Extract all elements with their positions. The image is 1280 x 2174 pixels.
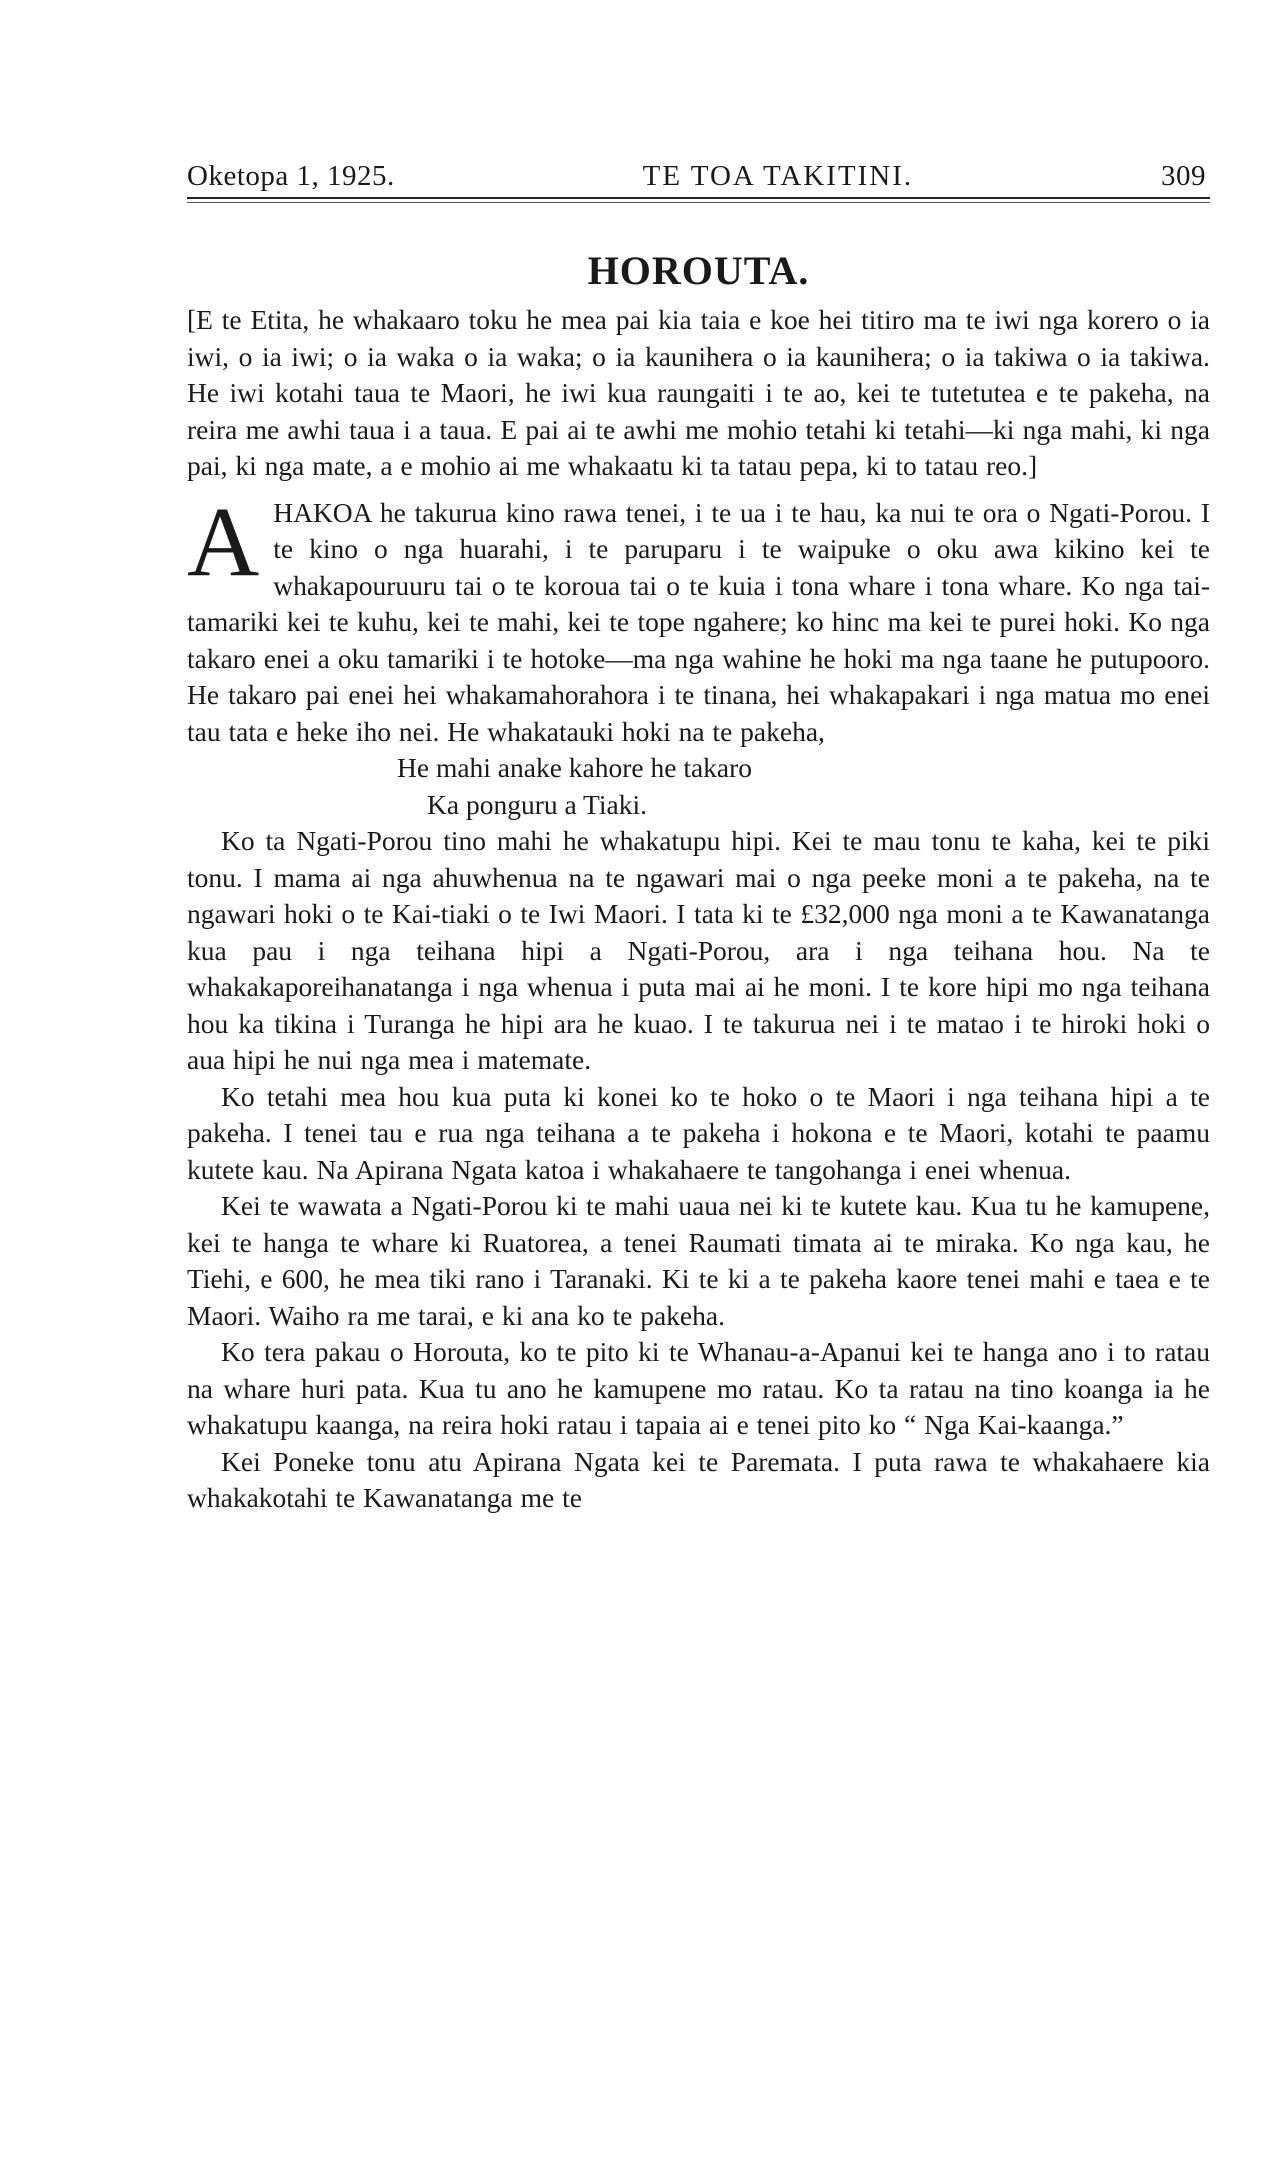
- running-head: [187, 160, 1210, 195]
- lead-text: HAKOA he takurua kino rawa tenei, i te ua i te hau, ka nui te ora o Ngati-Porou. I te kino o nga huarahi, i te paruparu i te waipuke o oku awa kikino kei te whakapouruuru tai o te koroua tai o te kuia i tona whare i tona whare. Ko nga tai-tamariki kei te kuhu, kei te mahi, kei te tope ngahere; ko hinc ma kei te purei hoki. Ko nga takaro enei a oku tamariki i te hotoke—ma nga wahine he hoki ma nga taane he putupooro. He takaro pai enei hei whakamahorahora i te tinana, hei whakapakari i nga matua mo enei tau tata e heke iho nei. He whakatauki hoki na te pakeha,: [187, 496, 1210, 747]
- drop-cap: A: [187, 485, 260, 597]
- paragraph-station-purchase: Ko tetahi mea hou kua puta ki konei ko te hoko o te Maori i nga teihana hipi a te pakeha. I tenei tau e rua nga teihana a te pakeha i hokona e te Maori, kotahi te paamu kutete kau. Na Apirana Ngata katoa i whakahaere te tangohanga i enei whenua.: [187, 1080, 1210, 1185]
- header-rule: [187, 197, 1210, 203]
- publication-title: TE TOA TAKITINI.: [642, 160, 914, 192]
- issue-date: Oketopa 1, 1925.: [187, 160, 395, 192]
- paragraph-dairy: Kei te wawata a Ngati-Porou ki te mahi uaua nei ki te kutete kau. Kua tu he kamupene, kei te hanga te whare ki Ruatorea, a tenei Raumati timata ai te miraka. Ko nga kau, he Tiehi, e 600, he mea tiki rano i Taranaki. Ki te ki a te pakeha kaore tenei mahi e taea e te Maori. Waiho ra me tarai, e ki ana ko te pakeha.: [187, 1190, 1210, 1331]
- lead-paragraph: [187, 485, 1210, 751]
- page-number: 309: [1160, 160, 1206, 192]
- editor-note: [E te Etita, he whakaaro toku he mea pai kia taia e koe hei titiro ma te iwi nga korero o ia iwi, o ia iwi; o ia waka o ia waka; o ia kaunihera o ia kaunihera; o ia takiwa o ia takiwa. He iwi kotahi taua te Maori, he iwi kua raungaiti i te ao, kei te tutetutea e te pakeha, na reira me awhi taua i a taua. E pai ai te awhi me mohio tetahi ki tetahi—ki nga mahi, ki nga pai, ki nga mate, a e mohio ai me whakaatu ki ta tatau pepa, ki to tatau reo.]: [187, 304, 1210, 481]
- journal-page: [187, 160, 1210, 1517]
- paragraph-sheep-farming: Ko ta Ngati-Porou tino mahi he whakatupu hipi. Kei te mau tonu te kaha, kei te piki tonu. I mama ai nga ahuwhenua na te ngawari mai o nga peeke moni a te pakeha, na te ngawari hoki o te Kai-tiaki o te Iwi Maori. I tata ki te £32,000 nga moni a te Kawanatanga kua pau i nga teihana hipi a Ngati-Porou, ara i nga teihana hou. Na te whakakaporeihanatanga i nga whenua i puta mai ai he moni. I te kore hipi mo nga teihana hou ka tikina i Turanga he hipi ara he kuao. I te takurua nei i te matao i te hiroki hoki o aua hipi he nui nga mea i matemate.: [187, 825, 1210, 1075]
- proverb-line-1: He mahi anake kahore he takaro: [397, 752, 753, 783]
- paragraph-whanau-a-apanui: Ko tera pakau o Horouta, ko te pito ki te Whanau-a-Apanui kei te hanga ano i to ratau na whare huri pata. Kua tu ano he kamupene mo ratau. Ko ta ratau na tino koanga ia he whakatupu kaanga, na reira hoki ratau i tapaia ai e tenei pito ko “ Nga Kai-kaanga.”: [187, 1336, 1210, 1440]
- proverb-line-2: Ka ponguru a Tiaki.: [427, 788, 647, 820]
- paragraph-parliament: Kei Poneke tonu atu Apirana Ngata kei te Paremata. I puta rawa te whakahaere kia whakakotahi te Kawanatanga me te: [187, 1445, 1210, 1513]
- article-title: HOROUTA.: [587, 248, 810, 293]
